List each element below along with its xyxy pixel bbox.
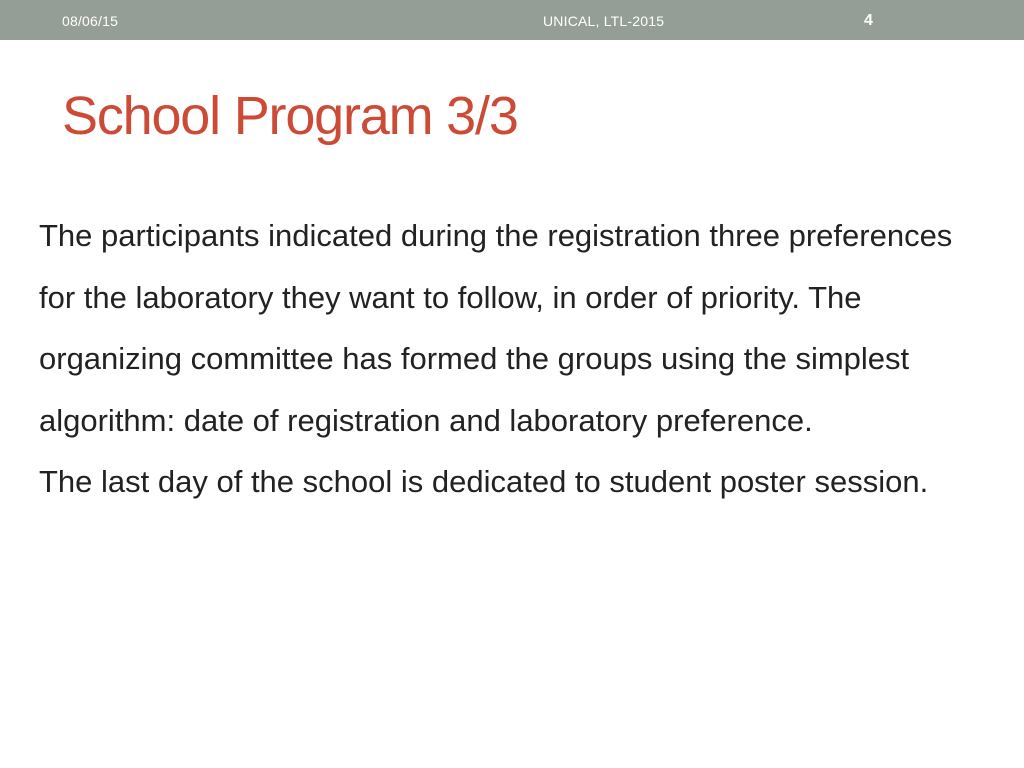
body-paragraph-1: The participants indicated during the registration three preferences for the laboratory they want to follow, in order of priority. The organizing committee has formed the groups using the simplest algorithm: date of registration and laboratory preference.	[39, 218, 953, 438]
slide-title: School Program 3/3	[62, 86, 518, 146]
slide-footer-text: UNICAL, LTL-2015	[543, 13, 665, 29]
header-bar	[0, 0, 1024, 40]
slide-date: 08/06/15	[62, 13, 119, 29]
slide-page-number: 4	[864, 12, 873, 29]
slide-body	[39, 205, 979, 513]
body-paragraph-2: The last day of the school is dedicated to student poster session.	[39, 464, 929, 499]
